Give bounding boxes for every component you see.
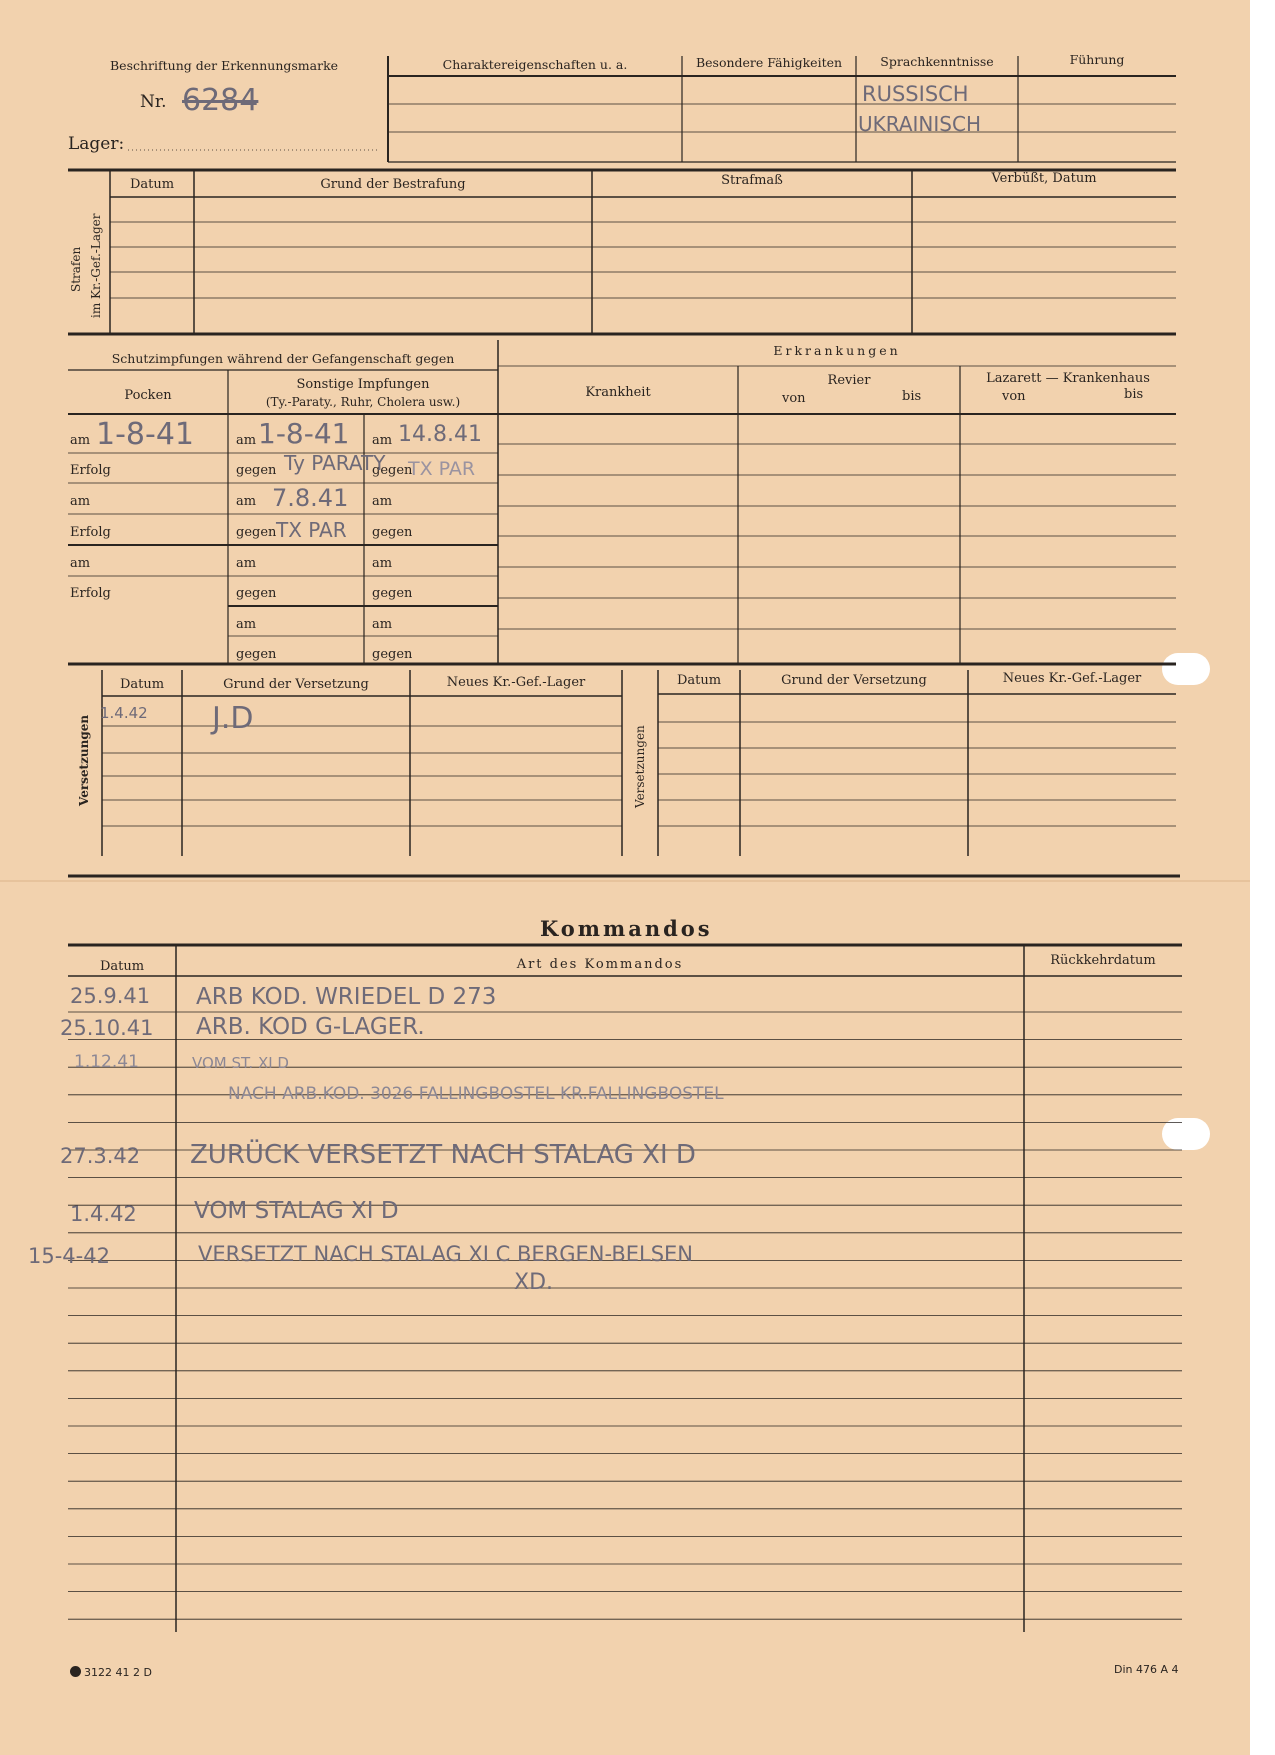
versetzung-col-datum: Datum: [119, 677, 165, 692]
sonst-am-label: am: [372, 556, 393, 571]
sonst-am-label: am: [236, 433, 257, 448]
sonst-gegen-label: gegen: [372, 647, 413, 662]
strafen-side-label: Strafen: [69, 246, 83, 292]
kommandos-col-datum: Datum: [99, 959, 145, 974]
strafen-col-verbuesst: Verbüßt, Datum: [991, 171, 1097, 186]
versetzung-col-lager: Neues Kr.-Gef.-Lager: [446, 675, 586, 690]
pocken-erfolg-label: Erfolg: [70, 525, 111, 540]
versetzung-date: 1.4.42: [100, 704, 148, 722]
sonst-gegen-label: gegen: [372, 525, 413, 540]
versetzung-col-lager: Neues Kr.-Gef.-Lager: [1002, 671, 1142, 686]
sonst-vaccine: Ty PARATY: [284, 451, 386, 475]
sonst-gegen-label: gegen: [236, 647, 277, 662]
fuehrung-header: Führung: [1069, 52, 1125, 67]
kommando-text: VOM STALAG XI D: [194, 1198, 399, 1224]
kommando-date: 15-4-42: [28, 1244, 110, 1268]
sonst-gegen-label: gegen: [236, 463, 277, 478]
kommandos-title: Kommandos: [540, 916, 713, 941]
kommando-date: 25.9.41: [70, 984, 151, 1008]
nr-value: 6284: [182, 83, 259, 118]
erkrankungen-title: Erkrankungen: [773, 343, 901, 358]
sonst-vaccine: TX PAR: [276, 518, 347, 542]
kommando-date: 1.12.41: [74, 1052, 139, 1072]
kommando-text: XD.: [514, 1270, 554, 1295]
versetzungen-side-label: Versetzungen: [633, 725, 647, 808]
lazarett-bis: bis: [1124, 387, 1144, 402]
sonst-date: 14.8.41: [398, 422, 482, 447]
kommando-text: VERSETZT NACH STALAG XI C BERGEN-BELSEN: [198, 1242, 694, 1266]
strafen-col-grund: Grund der Bestrafung: [320, 177, 466, 192]
print-mark-icon: [70, 1666, 81, 1677]
versetzung-col-datum: Datum: [676, 673, 722, 688]
sonst-am-label: am: [372, 494, 393, 509]
sonst-gegen-label: gegen: [372, 586, 413, 601]
erkennungsmarke-label: Beschriftung der Erkennungsmarke: [110, 58, 339, 73]
versetzungen-side-label: Versetzungen: [77, 714, 91, 806]
versetzung-col-grund: Grund der Versetzung: [223, 677, 369, 692]
lazarett-von: von: [1002, 389, 1026, 404]
impfungen-title: Schutzimpfungen während der Gefangenschaft gegen: [111, 351, 455, 366]
lazarett-header: Lazarett — Krankenhaus: [986, 371, 1150, 386]
sonst-am-label: am: [372, 617, 393, 632]
revier-header: Revier: [827, 373, 871, 388]
din-label: Din 476 A 4: [1114, 1663, 1179, 1676]
charaktereigenschaften-header: Charaktereigenschaften u. a.: [442, 57, 628, 72]
strafen-side-label: im Kr.-Gef.-Lager: [89, 213, 103, 318]
versetzung-col-grund: Grund der Versetzung: [781, 673, 927, 688]
pocken-erfolg-label: Erfolg: [70, 586, 111, 601]
sonst-am-label: am: [372, 433, 393, 448]
sonst-gegen-label: gegen: [372, 463, 413, 478]
kommando-text: NACH ARB.KOD. 3026 FALLINGBOSTEL KR.FALLINGBOSTEL: [228, 1084, 724, 1104]
revier-von: von: [782, 391, 806, 406]
print-code: [70, 1666, 152, 1678]
kommando-text: ZURÜCK VERSETZT NACH STALAG XI D: [190, 1140, 696, 1170]
kommandos-col-rueckkehr: Rückkehrdatum: [1050, 953, 1156, 968]
versetzung-reason: J.D: [212, 701, 254, 736]
lager-label: Lager:: [68, 134, 125, 154]
kommando-date: 1.4.42: [70, 1202, 137, 1226]
sonstige-header-note: (Ty.-Paraty., Ruhr, Cholera usw.): [265, 395, 461, 409]
pocken-date: 1-8-41: [96, 417, 194, 452]
kommando-text: ARB KOD. WRIEDEL D 273: [196, 984, 497, 1010]
revier-bis: bis: [902, 389, 922, 404]
kommando-text: VOM ST. XI D: [192, 1054, 289, 1072]
sonst-gegen-label: gegen: [236, 525, 277, 540]
kommando-date: 25.10.41: [60, 1016, 154, 1040]
strafen-col-datum: Datum: [129, 177, 175, 192]
kommandos-col-art: Art des Kommandos: [516, 957, 684, 972]
pocken-am-label: am: [70, 494, 91, 509]
strafen-col-strafmass: Strafmaß: [721, 173, 783, 188]
sprachkenntnisse-header: Sprachkenntnisse: [880, 54, 994, 69]
nr-label: Nr.: [140, 92, 167, 112]
pocken-header: Pocken: [124, 388, 172, 403]
krankheit-header: Krankheit: [585, 385, 651, 400]
sonst-am-label: am: [236, 617, 257, 632]
pocken-am-label: am: [70, 433, 91, 448]
language-entry: RUSSISCH: [862, 82, 969, 106]
kommando-date: 27.3.42: [60, 1144, 141, 1168]
sonst-vaccine: TX PAR: [408, 458, 476, 480]
sonstige-header: Sonstige Impfungen: [296, 377, 430, 392]
pocken-am-label: am: [70, 556, 91, 571]
print-code-text: 3122 41 2 D: [84, 1666, 152, 1679]
kommando-text: ARB. KOD G-LAGER.: [196, 1014, 425, 1040]
sonst-am-label: am: [236, 494, 257, 509]
language-entry: UKRAINISCH: [858, 112, 981, 136]
faehigkeiten-header: Besondere Fähigkeiten: [695, 55, 843, 70]
sonst-date: 1-8-41: [258, 417, 350, 450]
sonst-date: 7.8.41: [272, 484, 349, 512]
sonst-gegen-label: gegen: [236, 586, 277, 601]
pocken-erfolg-label: Erfolg: [70, 463, 111, 478]
sonst-am-label: am: [236, 556, 257, 571]
